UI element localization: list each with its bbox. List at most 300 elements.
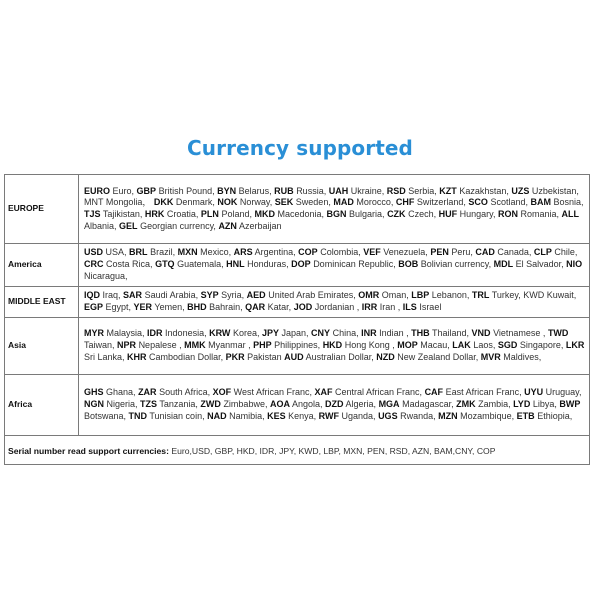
currency-entry: [201, 290, 247, 300]
currency-code: TRL: [471, 290, 490, 301]
table-row: [5, 244, 590, 287]
currency-entry: [127, 352, 226, 362]
currency-code: SGD: [497, 340, 518, 351]
currency-list: [79, 287, 590, 318]
currency-country: Jordanian ,: [314, 302, 362, 312]
currency-country: Sweden,: [295, 197, 334, 208]
currency-code: RUB: [274, 185, 294, 196]
currency-country: Belarus,: [238, 185, 275, 196]
currency-code: KZT: [439, 185, 457, 196]
currency-code: JPY: [261, 328, 279, 339]
currency-code: SCO: [468, 197, 488, 208]
region-label: Africa: [5, 375, 79, 436]
currency-country: Botswana,: [84, 410, 129, 421]
currency-entry: [84, 328, 147, 338]
currency-country: Egypt,: [105, 302, 134, 312]
currency-code: JOD: [293, 302, 313, 312]
currency-code: EGP: [84, 302, 104, 312]
currency-code: NOK: [217, 197, 238, 208]
currency-country: Syria,: [221, 290, 247, 301]
currency-country: Madagascar,: [402, 399, 457, 410]
currency-code: LBP: [411, 290, 430, 301]
currency-country: Lebanon,: [431, 290, 472, 301]
currency-entry: [358, 290, 411, 300]
currency-country: South Africa,: [159, 387, 213, 398]
currency-code: MOP: [397, 340, 418, 351]
region-label: Asia: [5, 318, 79, 375]
currency-code: LKR: [565, 340, 585, 351]
currency-country: Libya,: [532, 399, 560, 410]
currency-country: Israel: [419, 302, 442, 312]
currency-code: RON: [497, 209, 518, 219]
currency-entry: [452, 340, 498, 350]
currency-country: Yemen,: [154, 302, 188, 312]
currency-entry: [524, 387, 581, 397]
currency-code: TWD: [547, 328, 569, 339]
currency-code: PKR: [225, 351, 245, 362]
currency-entry: [84, 247, 129, 257]
currency-code: RWF: [318, 410, 340, 421]
currency-code: BAM: [530, 197, 551, 208]
currency-entry: [217, 186, 274, 196]
currency-entry: [378, 411, 438, 421]
currency-entry: [247, 290, 359, 300]
region-label: America: [5, 244, 79, 287]
currency-country: El Salvador,: [515, 259, 567, 270]
currency-entry: [411, 290, 472, 300]
currency-country: Albania,: [84, 220, 120, 231]
currency-code: ZMK: [456, 399, 476, 410]
currency-country: Euro,: [112, 185, 137, 196]
currency-country: Ukraine,: [350, 185, 387, 196]
currency-code: IRR: [361, 302, 378, 312]
currency-country: Nicaragua,: [84, 270, 128, 281]
currency-entry: [145, 209, 201, 219]
currency-code: HUF: [438, 209, 458, 219]
currency-country: Mozambique,: [460, 410, 517, 421]
currency-country: Honduras,: [247, 259, 292, 270]
currency-entry: [218, 221, 281, 231]
currency-country: Argentina,: [254, 247, 299, 258]
currency-country: Saudi Arabia,: [144, 290, 201, 301]
currency-code: MKD: [254, 209, 275, 219]
currency-country: Colombia,: [320, 247, 364, 258]
currency-country: British Pound,: [158, 185, 218, 196]
currency-code: NIO: [566, 259, 583, 270]
currency-country: Bosnia,: [553, 197, 584, 208]
currency-entry: [129, 411, 208, 421]
currency-code: NAD: [207, 410, 227, 421]
currency-entry: [397, 340, 452, 350]
currency-code: LYD: [513, 399, 531, 410]
currency-country: United Arab Emirates,: [268, 290, 359, 301]
currency-code: PLN: [200, 209, 219, 219]
currency-country: Philippines,: [274, 340, 323, 351]
currency-country: Guatemala,: [177, 259, 227, 270]
currency-country: Morocco,: [356, 197, 396, 208]
currency-code: MDL: [493, 259, 514, 270]
currency-country: Indian ,: [379, 328, 412, 339]
currency-country: Ethiopia,: [537, 410, 573, 421]
currency-country: Algeria,: [345, 399, 379, 410]
currency-entry: [184, 340, 253, 350]
currency-code: IDR: [147, 328, 163, 339]
currency-country: Georgian currency,: [140, 220, 219, 231]
currency-code: BWP: [559, 399, 581, 410]
currency-country: Brazil,: [150, 247, 178, 258]
currency-entry: [254, 209, 326, 219]
currency-country: Tunisian coin,: [149, 410, 208, 421]
footer-row: [5, 436, 590, 465]
currency-country: Katar,: [267, 302, 294, 312]
currency-code: XAF: [314, 387, 333, 398]
currency-entry: [475, 247, 534, 257]
currency-code: BRL: [129, 247, 148, 258]
currency-entry: [187, 302, 245, 312]
currency-code: AUD: [284, 351, 304, 362]
currency-entry: [200, 399, 270, 409]
currency-code: SYP: [200, 290, 219, 301]
currency-country: Singapore,: [519, 340, 566, 351]
currency-country: Malaysia,: [106, 328, 148, 339]
table-row: [5, 375, 590, 436]
currency-entry: [425, 387, 525, 397]
currency-country: China,: [332, 328, 362, 339]
currency-entry: [468, 197, 530, 207]
currency-entry: [534, 247, 578, 257]
currency-country: Romania,: [520, 209, 562, 219]
serial-support-label: Serial number read support currencies:: [8, 446, 169, 456]
currency-entry: [138, 387, 213, 397]
currency-entry: [325, 399, 379, 409]
currency-entry: [84, 186, 137, 196]
currency-entry: [84, 259, 153, 269]
currency-country: New Zealand Dollar,: [397, 351, 481, 362]
currency-entry: [201, 209, 255, 219]
currency-country: Zambia,: [478, 399, 514, 410]
currency-entry: [472, 290, 576, 300]
currency-code: MAD: [333, 197, 354, 208]
currency-code: HNL: [226, 259, 245, 270]
currency-code: RSD: [386, 185, 406, 196]
currency-code: ILS: [402, 302, 417, 312]
currency-code: ARS: [233, 247, 253, 258]
currency-country: Vietnamese ,: [493, 328, 548, 339]
currency-entry: [155, 259, 226, 269]
currency-country: Iraq,: [102, 290, 124, 301]
currency-country: Central African Franc,: [335, 387, 425, 398]
currency-entry: [456, 399, 513, 409]
currency-entry: [213, 387, 315, 397]
currency-country: Maldives,: [503, 351, 542, 362]
currency-entry: [387, 186, 440, 196]
currency-code: SEK: [274, 197, 294, 208]
currency-country: Hungary,: [459, 209, 498, 219]
currency-entry: [403, 302, 442, 312]
currency-code: LAK: [452, 340, 471, 351]
currency-code: ZWD: [200, 399, 221, 410]
currency-code: IQD: [84, 290, 101, 301]
currency-entry: [84, 290, 123, 300]
currency-country: Kenya,: [288, 410, 319, 421]
currency-country: Czech,: [408, 209, 439, 219]
currency-entry: [398, 259, 493, 269]
table-row: [5, 175, 590, 244]
currency-code: HRK: [144, 209, 165, 219]
currency-country: Kazakhstan,: [459, 185, 512, 196]
currency-entry: [387, 209, 439, 219]
table-row: [5, 287, 590, 318]
currency-country: Nepalese ,: [138, 340, 185, 351]
currency-list: [79, 175, 590, 244]
currency-entry: [439, 186, 511, 196]
currency-code: GEL: [119, 220, 138, 231]
currency-country: Venezuela,: [383, 247, 431, 258]
currency-country: Scotland,: [490, 197, 531, 208]
currency-entry: [379, 399, 457, 409]
currency-country: Dominican Republic,: [313, 259, 399, 270]
currency-country: Iran ,: [379, 302, 403, 312]
currency-entry: [513, 399, 559, 409]
currency-country: Chile,: [554, 247, 578, 258]
currency-code: KES: [267, 410, 286, 421]
currency-entry: [84, 209, 145, 219]
currency-entry: [270, 399, 325, 409]
currency-country: Japan,: [281, 328, 312, 339]
currency-list: [79, 244, 590, 287]
currency-entry: [438, 411, 517, 421]
currency-code: XOF: [212, 387, 232, 398]
currency-entry: [134, 302, 188, 312]
currency-code: ETB: [516, 410, 535, 421]
currency-country: Norway,: [239, 197, 275, 208]
currency-entry: [362, 302, 403, 312]
currency-list: [79, 375, 590, 436]
currency-entry: [178, 247, 234, 257]
currency-country: Denmark,: [175, 197, 218, 208]
currency-entry: [123, 290, 201, 300]
currency-code: BGN: [326, 209, 347, 219]
serial-support-note: [5, 436, 590, 465]
currency-country: Australian Dollar,: [305, 351, 377, 362]
currency-entry: [245, 302, 294, 312]
currency-code: COP: [298, 247, 318, 258]
currency-code: SAR: [123, 290, 143, 301]
currency-country: Zimbabwe,: [223, 399, 270, 410]
currency-country: Azerbaijan: [238, 220, 282, 231]
page-title: Currency supported: [187, 136, 413, 160]
currency-entry: [84, 399, 140, 409]
currency-entry: [274, 186, 329, 196]
currency-entry: [396, 197, 469, 207]
currency-entry: [329, 186, 387, 196]
currency-entry: [327, 209, 388, 219]
currency-country: Uganda,: [341, 410, 379, 421]
currency-entry: [137, 186, 218, 196]
currency-code: QAR: [245, 302, 266, 312]
currency-country: Hong Kong ,: [344, 340, 398, 351]
currency-entry: [323, 340, 398, 350]
currency-country: Uruguay,: [545, 387, 582, 398]
currency-entry: [275, 197, 334, 207]
currency-country: Oman,: [381, 290, 412, 301]
currency-code: USD: [84, 247, 104, 258]
currency-entry: [517, 411, 573, 421]
currency-country: Indonesia,: [165, 328, 210, 339]
currency-entry: [315, 387, 425, 397]
currency-country: Costa Rica,: [106, 259, 153, 270]
currency-entry: [253, 340, 323, 350]
currency-entry: [84, 387, 138, 397]
currency-code: CLP: [533, 247, 552, 258]
region-label: EUROPE: [5, 175, 79, 244]
currency-entry: [498, 209, 562, 219]
currency-entry: [481, 352, 542, 362]
currency-code: PHP: [253, 340, 272, 351]
currency-code: KHR: [127, 351, 147, 362]
currency-entry: [311, 328, 361, 338]
currency-code: CZK: [387, 209, 406, 219]
currency-country: Ghana,: [106, 387, 139, 398]
currency-country: Taiwan,: [84, 340, 118, 351]
currency-code: AED: [246, 290, 266, 301]
currency-code: UAH: [328, 185, 349, 196]
table-row: [5, 318, 590, 375]
currency-entry: [147, 328, 209, 338]
currency-code: MXN: [177, 247, 198, 258]
currency-entry: [84, 302, 134, 312]
currency-code: MMK: [184, 340, 206, 351]
currency-country: Mexico,: [200, 247, 234, 258]
currency-country: Canada,: [497, 247, 534, 258]
currency-code: TJS: [84, 209, 101, 219]
currency-country: Sri Lanka,: [84, 351, 128, 362]
currency-entry: [411, 328, 471, 338]
currency-country: Cambodian Dollar,: [149, 351, 226, 362]
currency-code: THB: [411, 328, 430, 339]
currency-country: Bahrain,: [209, 302, 246, 312]
currency-entry: [530, 197, 583, 207]
currency-country: Croatia,: [166, 209, 201, 219]
currency-entry: [154, 197, 218, 207]
currency-country: USA,: [105, 247, 130, 258]
currency-code: NZD: [376, 351, 395, 362]
currency-code: CNY: [311, 328, 331, 339]
currency-country: Switzerland,: [416, 197, 469, 208]
currency-country: Laos,: [473, 340, 498, 351]
currency-code: ZAR: [138, 387, 157, 398]
currency-entry: [262, 328, 311, 338]
currency-entry: [119, 221, 218, 231]
currency-country: Turkey, KWD Kuwait,: [491, 290, 577, 301]
currency-code: MVR: [480, 351, 501, 362]
currency-entry: [430, 247, 475, 257]
currency-code: HKD: [322, 340, 343, 351]
currency-country: Uzbekistan, MNT Mongolia，: [84, 185, 579, 208]
currency-code: DOP: [291, 259, 311, 270]
currency-country: Bolivian currency,: [420, 259, 494, 270]
currency-code: KRW: [209, 328, 231, 339]
currency-country: Tajikistan,: [102, 209, 145, 219]
currency-country: Macedonia,: [277, 209, 327, 219]
currency-code: BOB: [398, 259, 419, 270]
currency-code: GTQ: [155, 259, 175, 270]
currency-code: GBP: [136, 185, 157, 196]
currency-entry: [234, 247, 299, 257]
currency-entry: [129, 247, 178, 257]
currency-code: CAD: [475, 247, 495, 258]
currency-country: Angola,: [291, 399, 326, 410]
currency-country: Macau,: [420, 340, 453, 351]
region-label: MIDDLE EAST: [5, 287, 79, 318]
currency-country: Namibia,: [229, 410, 268, 421]
currency-code: TZS: [140, 399, 158, 410]
currency-code: CAF: [424, 387, 444, 398]
currency-code: AOA: [269, 399, 290, 410]
currency-code: MYR: [84, 328, 104, 339]
currency-code: NPR: [117, 340, 137, 351]
currency-code: BHD: [187, 302, 207, 312]
currency-list: [79, 318, 590, 375]
currency-country: Peru,: [451, 247, 476, 258]
currency-country: East African Franc,: [445, 387, 525, 398]
currency-entry: [217, 197, 274, 207]
currency-entry: [140, 399, 198, 409]
currency-entry: [117, 340, 184, 350]
currency-entry: [209, 328, 262, 338]
currency-entry: [226, 259, 291, 269]
currency-code: CHF: [395, 197, 415, 208]
currency-code: ALL: [561, 209, 580, 219]
currency-code: DZD: [325, 399, 344, 410]
currency-entry: [363, 247, 430, 257]
currency-code: EURO: [84, 185, 111, 196]
currency-country: Tanzania,: [159, 399, 198, 410]
currency-entry: [291, 259, 398, 269]
currency-entry: [298, 247, 363, 257]
currency-table: [4, 174, 590, 465]
currency-entry: [294, 302, 362, 312]
currency-code: GHS: [84, 387, 104, 398]
currency-entry: [439, 209, 498, 219]
currency-code: VND: [471, 328, 491, 339]
currency-entry: [207, 411, 267, 421]
currency-country: West African Franc,: [233, 387, 315, 398]
currency-entry: [333, 197, 396, 207]
serial-support-values: Euro,USD, GBP, HKD, IDR, JPY, KWD, LBP, MXN, PEN, RSD, AZN, BAM,CNY, COP: [171, 446, 496, 456]
currency-code: NGN: [84, 399, 104, 410]
currency-country: Nigeria,: [106, 399, 141, 410]
currency-entry: [267, 411, 319, 421]
currency-code: MZN: [438, 410, 458, 421]
currency-entry: [361, 328, 411, 338]
currency-entry: [226, 352, 285, 362]
currency-country: Serbia,: [408, 185, 440, 196]
currency-country: Rwanda,: [400, 410, 439, 421]
currency-entry: [319, 411, 378, 421]
currency-code: VEF: [363, 247, 381, 258]
currency-country: Russia,: [296, 185, 329, 196]
currency-code: MGA: [378, 399, 400, 410]
currency-code: PEN: [430, 247, 449, 258]
currency-country: Korea,: [232, 328, 262, 339]
currency-code: UYU: [524, 387, 544, 398]
currency-code: OMR: [358, 290, 380, 301]
currency-code: UZS: [511, 185, 530, 196]
currency-code: UGS: [378, 410, 398, 421]
currency-code: DKK: [153, 197, 174, 208]
currency-country: Thailand,: [432, 328, 472, 339]
